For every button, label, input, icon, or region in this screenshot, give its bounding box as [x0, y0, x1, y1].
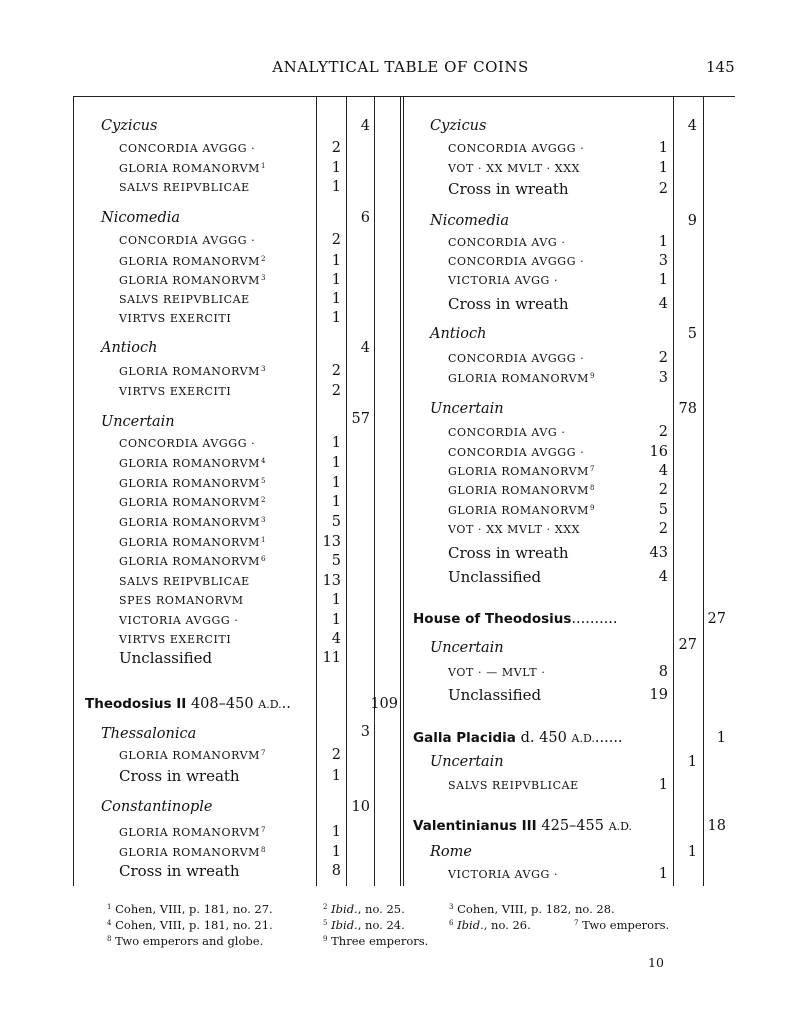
- legend-row: [448, 447, 585, 458]
- footnote-ref: 3: [261, 365, 267, 373]
- mint-total: 27: [678, 637, 697, 653]
- legend-row: [119, 386, 232, 397]
- legend-text: GLORIA ROMANORVM: [119, 496, 261, 509]
- count-cell: 1: [331, 455, 341, 471]
- mint-total: 4: [360, 118, 370, 134]
- era: A.D.: [608, 820, 633, 833]
- count-cell: 4: [658, 296, 668, 312]
- footnote: $^6$ Ibid., no. 26.: [449, 918, 531, 932]
- count-cell: 5: [658, 502, 668, 518]
- dynasty-heading: [413, 612, 618, 627]
- emperor-total: 109: [370, 696, 398, 712]
- mint-name: Uncertain: [430, 401, 504, 417]
- count-cell: 2: [331, 232, 341, 248]
- legend-row: [448, 505, 595, 516]
- footnote: $^1$ Cohen, VIII, p. 181, no. 27.: [107, 902, 273, 916]
- count-cell: 5: [331, 514, 341, 530]
- legend-text: SALVS REIPVBLICAE: [448, 779, 579, 792]
- emperor-heading: [413, 819, 632, 834]
- legend-text: CONCORDIA AVGGG ·: [448, 446, 585, 459]
- count-cell: 19: [649, 687, 668, 703]
- legend-row: [448, 524, 581, 535]
- cross-in-wreath-label: Cross in wreath: [448, 295, 569, 313]
- count-cell: 3: [658, 370, 668, 386]
- running-head-title: ANALYTICAL TABLE OF COINS: [272, 58, 529, 76]
- mint-total: 57: [351, 411, 370, 427]
- legend-row: [448, 275, 559, 286]
- legend-text: CONCORDIA AVG ·: [448, 236, 566, 249]
- legend-row: [119, 827, 266, 838]
- legend-text: CONCORDIA AVGGG ·: [448, 255, 585, 268]
- mint-total: 10: [351, 799, 370, 815]
- mint-name: Constantinople: [101, 799, 213, 815]
- mint-name: Nicomedia: [101, 210, 181, 226]
- legend-text: GLORIA ROMANORVM: [448, 504, 590, 517]
- col-rule: [703, 96, 704, 886]
- page-number: 145: [706, 58, 735, 76]
- leader-dots: ..........: [571, 611, 618, 627]
- col-rule: [316, 96, 317, 886]
- cross-in-wreath-label: Cross in wreath: [119, 862, 240, 880]
- count-cell: 4: [658, 463, 668, 479]
- legend-row: [119, 615, 239, 626]
- mint-name: Antioch: [101, 340, 158, 356]
- mint-total: 4: [360, 340, 370, 356]
- legend-row: [119, 438, 256, 449]
- footnote: $^4$ Cohen, VIII, p. 181, no. 21.: [107, 918, 273, 932]
- legend-row: [448, 427, 567, 438]
- legend-row: [119, 275, 266, 286]
- mint-name: Cyzicus: [430, 118, 487, 134]
- mint-total: 78: [678, 401, 697, 417]
- count-cell: 4: [658, 569, 668, 585]
- mint-name: Antioch: [430, 326, 487, 342]
- legend-text: VOT · — MVLT ·: [448, 666, 546, 679]
- count-cell: 11: [322, 650, 341, 666]
- legend-text: CONCORDIA AVGGG ·: [448, 142, 585, 155]
- dynasty-total: 27: [707, 611, 726, 627]
- count-cell: 1: [658, 160, 668, 176]
- footnote-ref: 9: [590, 372, 596, 380]
- mint-name: Uncertain: [430, 754, 504, 770]
- unclassified-label: Unclassified: [448, 686, 542, 704]
- count-cell: 1: [331, 824, 341, 840]
- legend-row: [448, 780, 580, 791]
- count-cell: 2: [331, 140, 341, 156]
- empress-name: Galla Placidia: [413, 730, 516, 746]
- legend-row: [119, 143, 256, 154]
- mint-total: 1: [687, 844, 697, 860]
- count-cell: 1: [331, 844, 341, 860]
- footnote-ref: 9: [590, 504, 596, 512]
- count-cell: 8: [331, 863, 341, 879]
- legend-text: SPES ROMANORVM: [119, 594, 244, 607]
- cross-in-wreath-label: Cross in wreath: [448, 544, 569, 562]
- table-top-rule: [73, 96, 735, 97]
- count-cell: 1: [658, 866, 668, 882]
- legend-row: [119, 847, 266, 858]
- legend-row: [119, 497, 266, 508]
- count-cell: 1: [331, 592, 341, 608]
- legend-row: [119, 517, 266, 528]
- legend-row: [448, 353, 585, 364]
- count-cell: 1: [331, 494, 341, 510]
- count-cell: 1: [331, 475, 341, 491]
- unclassified-label: Unclassified: [119, 649, 213, 667]
- legend-text: GLORIA ROMANORVM: [119, 477, 261, 490]
- legend-text: GLORIA ROMANORVM: [448, 465, 590, 478]
- legend-row: [119, 458, 266, 469]
- footnote-ref: 8: [261, 846, 267, 854]
- legend-text: SALVS REIPVBLICAE: [119, 293, 250, 306]
- cross-in-wreath-label: Cross in wreath: [448, 180, 569, 198]
- legend-row: [119, 537, 266, 548]
- col-rule: [374, 96, 375, 886]
- legend-row: [448, 256, 585, 267]
- legend-text: GLORIA ROMANORVM: [119, 536, 261, 549]
- mint-total: 1: [687, 754, 697, 770]
- count-cell: 2: [658, 350, 668, 366]
- count-cell: 16: [649, 444, 668, 460]
- reign-dates: 408–450: [190, 696, 254, 712]
- mint-total: 5: [687, 326, 697, 342]
- col-divider-double: [400, 96, 401, 886]
- count-cell: 1: [331, 253, 341, 269]
- legend-row: [119, 478, 266, 489]
- legend-text: GLORIA ROMANORVM: [119, 749, 261, 762]
- legend-row: [119, 750, 266, 761]
- legend-text: GLORIA ROMANORVM: [448, 484, 590, 497]
- footnote-ref: 3: [261, 516, 267, 524]
- count-cell: 5: [331, 553, 341, 569]
- legend-text: VIRTVS EXERCITI: [119, 633, 232, 646]
- footnote-ref: 6: [261, 555, 267, 563]
- legend-text: VOT · XX MVLT · XXX: [448, 523, 581, 536]
- legend-row: [119, 235, 256, 246]
- legend-row: [119, 576, 251, 587]
- legend-row: [119, 556, 266, 567]
- count-cell: 1: [658, 777, 668, 793]
- legend-text: VICTORIA AVGG ·: [448, 868, 559, 881]
- count-cell: 1: [331, 291, 341, 307]
- footnote: $^3$ Cohen, VIII, p. 182, no. 28.: [449, 902, 615, 916]
- mint-name: Nicomedia: [430, 213, 510, 229]
- legend-row: [119, 294, 251, 305]
- count-cell: 2: [658, 482, 668, 498]
- footnote-ref: 2: [261, 255, 267, 263]
- legend-row: [448, 143, 585, 154]
- legend-row: [119, 163, 266, 174]
- footnote-ref: 7: [261, 749, 267, 757]
- mint-total: 9: [687, 213, 697, 229]
- footnote-ref: 3: [261, 274, 267, 282]
- count-cell: 1: [331, 310, 341, 326]
- footnote-ref: 7: [261, 826, 267, 834]
- count-cell: 3: [658, 253, 668, 269]
- emperor-heading: [85, 697, 291, 712]
- legend-text: GLORIA ROMANORVM: [119, 846, 261, 859]
- empress-total: 1: [716, 730, 726, 746]
- legend-text: GLORIA ROMANORVM: [119, 826, 261, 839]
- count-cell: 2: [331, 363, 341, 379]
- mint-total: 4: [687, 118, 697, 134]
- emperor-name: Valentinianus III: [413, 818, 537, 834]
- folio-number: 10: [648, 955, 664, 970]
- footnote: $^7$ Two emperors.: [574, 918, 670, 932]
- legend-row: [119, 634, 232, 645]
- legend-text: GLORIA ROMANORVM: [448, 372, 590, 385]
- legend-text: GLORIA ROMANORVM: [119, 457, 261, 470]
- footnote-ref: 8: [590, 484, 596, 492]
- legend-text: CONCORDIA AVGGG ·: [119, 234, 256, 247]
- legend-text: GLORIA ROMANORVM: [119, 555, 261, 568]
- count-cell: 8: [658, 664, 668, 680]
- mint-name: Cyzicus: [101, 118, 158, 134]
- legend-row: [119, 595, 245, 606]
- legend-text: VOT · XX MVLT · XXX: [448, 162, 581, 175]
- legend-row: [448, 237, 567, 248]
- col-divider-double: [403, 96, 404, 886]
- footnote-ref: 1: [261, 162, 267, 170]
- count-cell: 1: [658, 140, 668, 156]
- leader-dots: ......: [594, 730, 623, 746]
- legend-text: VICTORIA AVGG ·: [448, 274, 559, 287]
- legend-text: SALVS REIPVBLICAE: [119, 181, 250, 194]
- mint-name: Rome: [430, 844, 472, 860]
- legend-row: [448, 869, 559, 880]
- mint-name: Uncertain: [430, 640, 504, 656]
- emperor-total: 18: [707, 818, 726, 834]
- count-cell: 1: [658, 272, 668, 288]
- count-cell: 1: [331, 612, 341, 628]
- footnote: $^2$ Ibid., no. 25.: [323, 902, 405, 916]
- count-cell: 1: [331, 768, 341, 784]
- legend-text: VIRTVS EXERCITI: [119, 312, 232, 325]
- emperor-name: Theodosius II: [85, 696, 187, 712]
- legend-text: CONCORDIA AVGGG ·: [119, 142, 256, 155]
- legend-text: SALVS REIPVBLICAE: [119, 575, 250, 588]
- count-cell: 13: [322, 573, 341, 589]
- leader-dots: ..: [281, 696, 291, 712]
- footnote-ref: 4: [261, 457, 267, 465]
- legend-row: [119, 256, 266, 267]
- legend-row: [448, 667, 546, 678]
- legend-text: CONCORDIA AVG ·: [448, 426, 566, 439]
- count-cell: 1: [658, 234, 668, 250]
- legend-row: [119, 366, 266, 377]
- legend-row: [448, 466, 595, 477]
- legend-row: [119, 313, 232, 324]
- footnote-ref: 5: [261, 477, 267, 485]
- legend-row: [448, 163, 581, 174]
- mint-total: 3: [360, 724, 370, 740]
- footnote: $^5$ Ibid., no. 24.: [323, 918, 405, 932]
- legend-text: GLORIA ROMANORVM: [119, 516, 261, 529]
- era: A.D.: [258, 698, 282, 711]
- unclassified-label: Unclassified: [448, 568, 542, 586]
- footnote: $^9$ Three emperors.: [323, 934, 429, 948]
- count-cell: 2: [658, 424, 668, 440]
- footnote-ref: 7: [590, 465, 596, 473]
- dynasty-name: House of Theodosius: [413, 611, 572, 627]
- count-cell: 43: [649, 545, 668, 561]
- legend-text: GLORIA ROMANORVM: [119, 274, 261, 287]
- footnote-ref: 1: [261, 536, 267, 544]
- table-left-rule: [73, 96, 74, 886]
- empress-heading: [413, 731, 623, 746]
- count-cell: 4: [331, 631, 341, 647]
- legend-text: CONCORDIA AVGGG ·: [119, 437, 256, 450]
- legend-text: CONCORDIA AVGGG ·: [448, 352, 585, 365]
- cross-in-wreath-label: Cross in wreath: [119, 767, 240, 785]
- count-cell: 1: [331, 179, 341, 195]
- mint-name: Thessalonica: [101, 726, 197, 742]
- mint-total: 6: [360, 210, 370, 226]
- legend-text: VICTORIA AVGGG ·: [119, 614, 239, 627]
- reign-dates: 425–455: [541, 818, 604, 834]
- legend-text: VIRTVS EXERCITI: [119, 385, 232, 398]
- legend-row: [119, 182, 251, 193]
- footnote-ref: 2: [261, 496, 267, 504]
- count-cell: 2: [331, 747, 341, 763]
- legend-text: GLORIA ROMANORVM: [119, 365, 261, 378]
- count-cell: 13: [322, 534, 341, 550]
- death-date: d. 450: [520, 730, 567, 746]
- legend-text: GLORIA ROMANORVM: [119, 255, 261, 268]
- legend-row: [448, 373, 595, 384]
- count-cell: 1: [331, 160, 341, 176]
- footnote: $^8$ Two emperors and globe.: [107, 934, 264, 948]
- legend-text: GLORIA ROMANORVM: [119, 162, 261, 175]
- legend-row: [448, 485, 595, 496]
- count-cell: 1: [331, 272, 341, 288]
- count-cell: 2: [331, 383, 341, 399]
- count-cell: 1: [331, 435, 341, 451]
- era: A.D.: [571, 732, 595, 745]
- count-cell: 2: [658, 521, 668, 537]
- count-cell: 2: [658, 181, 668, 197]
- mint-name: Uncertain: [101, 414, 175, 430]
